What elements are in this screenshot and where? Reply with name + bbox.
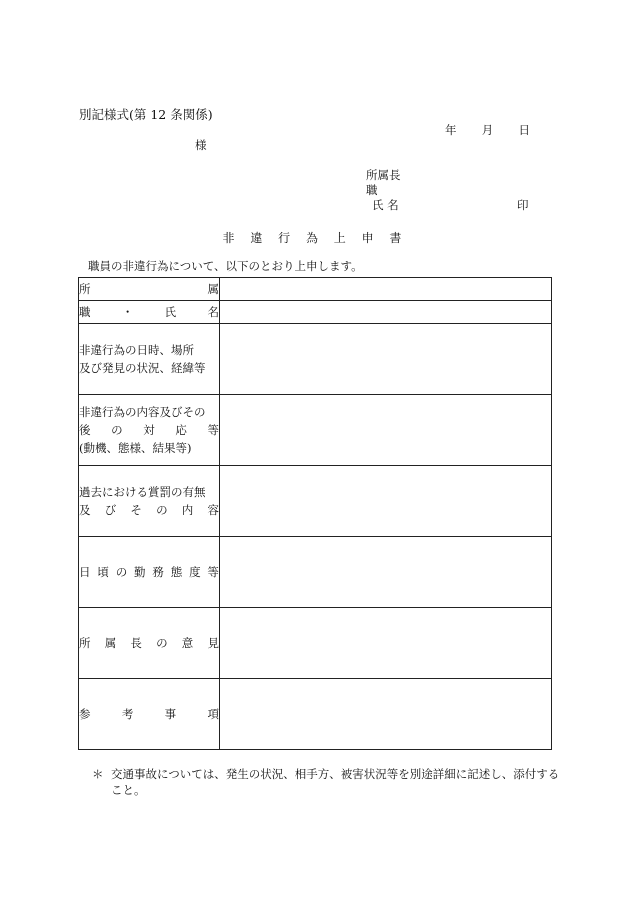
row-label-attitude xyxy=(79,537,220,608)
label-char: 度 xyxy=(189,565,201,579)
label-char: の xyxy=(156,636,168,650)
table-row xyxy=(79,537,552,608)
label-char: 意 xyxy=(181,636,194,650)
label-line: 過去における賞罰の有無 xyxy=(79,485,206,499)
row-label-past-records xyxy=(79,466,220,537)
label-char: の xyxy=(156,503,168,517)
position-name-field[interactable] xyxy=(220,301,552,324)
form-label: 別記様式(第 12 条関係) xyxy=(79,107,213,122)
position-label: 職 xyxy=(366,183,378,197)
date-row xyxy=(445,122,530,138)
footnote xyxy=(92,766,562,798)
label-char: 所 xyxy=(79,282,91,296)
row-label-head-opinion xyxy=(79,608,220,679)
row-label-content xyxy=(79,395,220,466)
report-table xyxy=(78,277,552,750)
label-char: 参 xyxy=(79,707,91,721)
label-char: 項 xyxy=(207,707,219,721)
table-row xyxy=(79,679,552,750)
table-row xyxy=(79,466,552,537)
label-char: 等 xyxy=(207,423,219,437)
label-char: 属 xyxy=(104,636,117,650)
label-char: そ xyxy=(130,503,142,517)
label-line: 非違行為の日時、場所 xyxy=(79,343,194,357)
label-char: 見 xyxy=(207,636,219,650)
name-label: 氏 名 xyxy=(372,198,399,212)
label-char: 長 xyxy=(130,636,142,650)
label-char: 等 xyxy=(207,565,219,579)
table-row xyxy=(79,301,552,324)
label-char: の xyxy=(115,565,128,579)
label-char: 氏 xyxy=(164,305,177,319)
label-char: 頃 xyxy=(97,565,109,579)
label-char: ・ xyxy=(121,305,134,319)
row-label-position-name xyxy=(79,301,220,324)
table-row xyxy=(79,395,552,466)
remarks-field[interactable] xyxy=(220,679,552,750)
label-char: 対 xyxy=(143,423,155,437)
label-line: 及び発見の状況、経緯等 xyxy=(79,361,206,375)
label-char: の xyxy=(111,423,123,437)
seal-mark: 印 xyxy=(517,198,529,212)
footnote-mark: ＊ xyxy=(92,767,104,781)
label-line: 非違行為の内容及びその xyxy=(79,405,206,419)
content-field[interactable] xyxy=(220,395,552,466)
label-char: 職 xyxy=(79,305,91,319)
date-day: 日 xyxy=(518,123,530,137)
dept-head-label: 所属長 xyxy=(366,168,401,182)
label-char: 及 xyxy=(79,503,91,517)
label-char: 日 xyxy=(79,565,91,579)
affiliation-field[interactable] xyxy=(220,278,552,301)
label-char: 名 xyxy=(207,305,219,319)
table-row xyxy=(79,278,552,301)
label-char: 事 xyxy=(164,707,177,721)
attitude-field[interactable] xyxy=(220,537,552,608)
label-char: 考 xyxy=(121,707,134,721)
date-year: 年 xyxy=(445,123,457,137)
label-char: 応 xyxy=(175,423,187,437)
circumstances-field[interactable] xyxy=(220,324,552,395)
label-char: 後 xyxy=(79,423,91,437)
table-row xyxy=(79,324,552,395)
table-row xyxy=(79,608,552,679)
label-char: び xyxy=(104,503,117,517)
label-line: (動機、態様、結果等) xyxy=(79,441,192,455)
label-char: 務 xyxy=(152,565,164,579)
label-char: 勤 xyxy=(134,565,146,579)
label-char: 内 xyxy=(181,503,194,517)
row-label-circumstances xyxy=(79,324,220,395)
label-char: 態 xyxy=(170,565,183,579)
document-title: 非 違 行 為 上 申 書 xyxy=(222,231,408,245)
label-char: 容 xyxy=(207,503,219,517)
date-month: 月 xyxy=(481,123,494,137)
addressee: 様 xyxy=(195,138,207,152)
past-records-field[interactable] xyxy=(220,466,552,537)
label-char: 所 xyxy=(79,636,91,650)
row-label-affiliation xyxy=(79,278,220,301)
label-char: 属 xyxy=(207,282,219,296)
footnote-text: 交通事故については、発生の状況、相手方、被害状況等を別途詳細に記述し、添付すること。 xyxy=(111,767,560,797)
row-label-remarks xyxy=(79,679,220,750)
head-opinion-field[interactable] xyxy=(220,608,552,679)
intro-text: 職員の非違行為について、以下のとおり上申します。 xyxy=(88,259,363,273)
